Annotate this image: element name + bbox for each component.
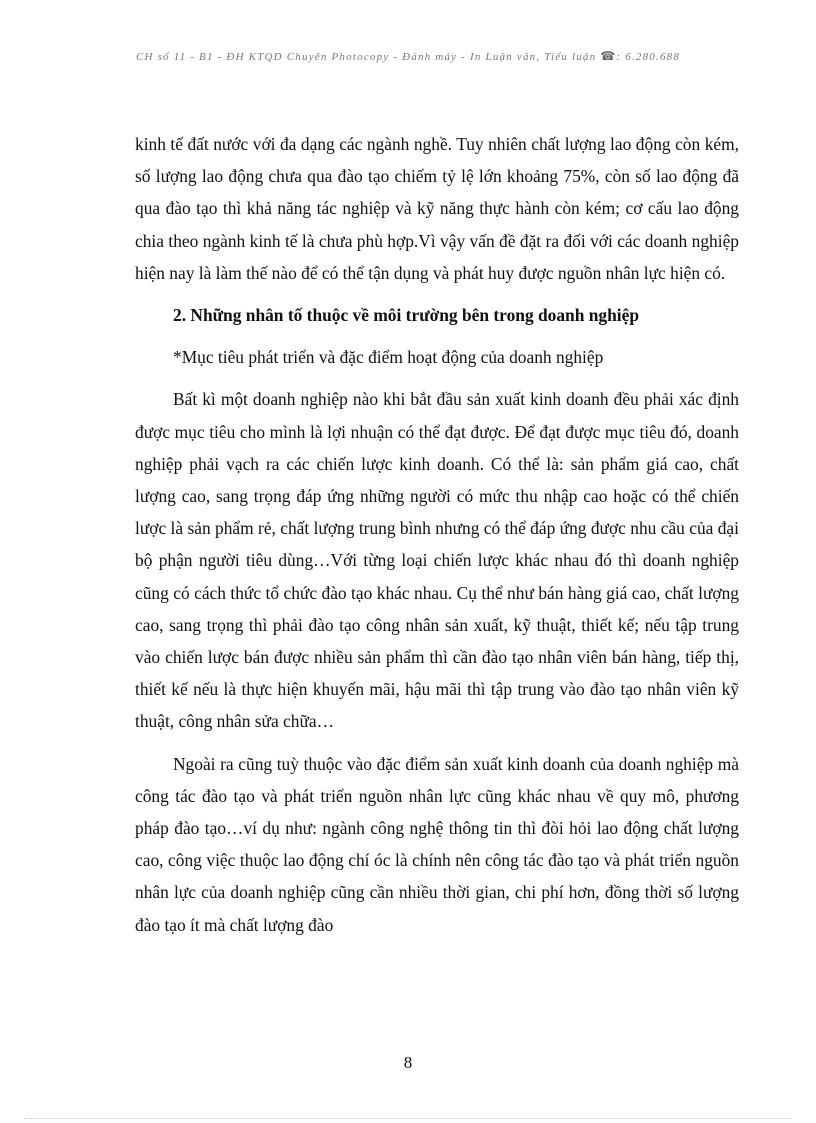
page-header — [0, 49, 816, 64]
paragraph-2: Bất kì một doanh nghiệp nào khi bắt đầu sản xuất kinh doanh đều phải xác định được mục tiêu cho mình là lợi nhuận có thể đạt được. Để đạt được mục tiêu đó, doanh nghiệp phải vạch ra các chiến lược kinh doanh. Có thể là: sản phẩm giá cao, chất lượng cao, sang trọng đáp ứng những người có mức thu nhập cao hoặc có thể chiến lược là sản phẩm rẻ, chất lượng trung bình nhưng có thể đáp ứng được nhu cầu của đại bộ phận người tiêu dùng…Với từng loại chiến lược khác nhau đó thì doanh nghiệp cũng có cách thức tổ chức đào tạo khác nhau. Cụ thể như bán hàng giá cao, chất lượng cao, sang trọng thì phải đào tạo công nhân sản xuất, kỹ thuật, thiết kế; nếu tập trung vào chiến lược bán được nhiều sản phẩm thì cần đào tạo nhân viên bán hàng, tiếp thị, thiết kế nếu là thực hiện khuyến mãi, hậu mãi thì tập trung vào đào tạo nhân viên kỹ thuật, công nhân sửa chữa… — [135, 389, 739, 732]
paragraph-3: Ngoài ra cũng tuỳ thuộc vào đặc điểm sản xuất kinh doanh của doanh nghiệp mà công tác đào tạo và phát triển nguồn nhân lực cũng khác nhau về quy mô, phương pháp đào tạo…ví dụ như: ngành công nghệ thông tin thì đòi hỏi lao động chất lượng cao, công việc thuộc lao động chí óc là chính nên công tác đào tạo và phát triển nguồn nhân lực của doanh nghiệp cũng cần nhiều thời gian, chi phí hơn, đồng thời số lượng đào tạo ít mà chất lượng đào — [135, 753, 739, 935]
section-heading: 2. Những nhân tố thuộc về môi trường bên trong doanh nghiệp — [173, 305, 640, 326]
header-text: CH số 11 - B1 - ĐH KTQD Chuyên Photocopy - Đánh máy - In Luận văn, Tiểu luận — [135, 51, 597, 63]
paragraph-1: kinh tế đất nước với đa dạng các ngành nghề. Tuy nhiên chất lượng lao động còn kém, số lượng lao động chưa qua đào tạo chiếm tỷ lệ lớn khoảng 75%, còn số lao động đã qua đào tạo thì khả năng tác nghiệp và kỹ năng thực hành còn kém; cơ cấu lao động chia theo ngành kinh tế là chưa phù hợp.Vì vậy vấn đề đặt ra đối với các doanh nghiệp hiện nay là làm thế nào để có thể tận dụng và phát huy được nguồn nhân lực hiện có. — [135, 134, 739, 283]
page-content — [135, 128, 739, 941]
phone-icon: ☎ — [600, 49, 617, 63]
footer-divider — [24, 1118, 792, 1119]
subheading: *Mục tiêu phát triển và đặc điểm hoạt động của doanh nghiệp — [173, 347, 604, 368]
page-number: 8 — [403, 1053, 413, 1072]
header-phone: : 6.280.688 — [616, 51, 681, 63]
